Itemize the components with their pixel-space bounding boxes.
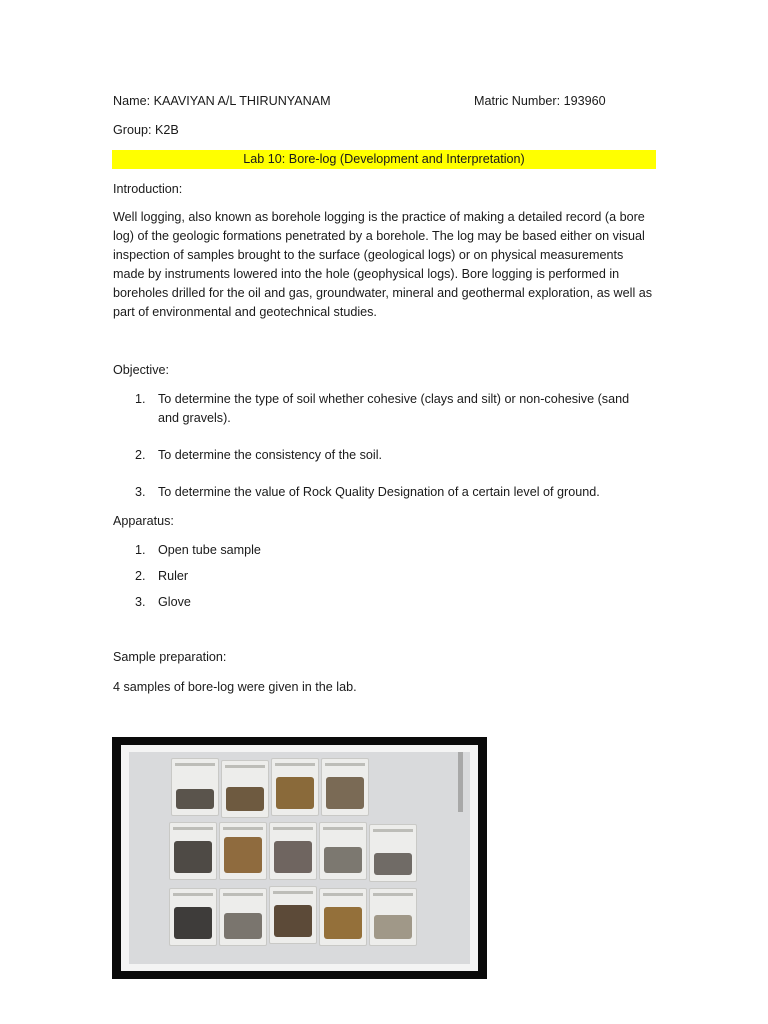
list-number: 2. [135,569,146,583]
sample-bag [271,758,319,816]
introduction-paragraph: Well logging, also known as borehole logging is the practice of making a detailed record (a bore log) of the geologic formations penetrated by a borehole. The log may be based either on visual inspection of samples brought to the surface (geological logs) or on physical measurements made by instruments lowered into the hole (geophysical logs). Bore logging is performed in boreholes drilled for the oil and gas, groundwater, mineral and geothermal exploration, as well as part of environmental and geotechnical studies. [113,210,653,319]
student-name: Name: KAAVIYAN A/L THIRUNYANAM [113,94,331,108]
list-number: 2. [135,448,146,462]
matric-number: Matric Number: 193960 [474,94,606,108]
list-text: Open tube sample [158,543,261,557]
lab-title-banner: Lab 10: Bore-log (Development and Interpretation) [112,150,656,169]
sample-bag [219,888,267,946]
sample-bag [319,888,367,946]
group-label: Group: K2B [113,123,179,137]
sample-preparation-text: 4 samples of bore-log were given in the lab. [113,680,357,694]
sample-bag [319,822,367,880]
objective-heading: Objective: [113,363,169,377]
list-text: To determine the consistency of the soil. [158,448,383,462]
sample-bag [169,888,217,946]
list-number: 1. [135,543,146,557]
apparatus-heading: Apparatus: [113,514,174,528]
sample-bag [269,822,317,880]
list-text: To determine the type of soil whether cohesive (clays and silt) or non-cohesive (sand and gravels). [158,392,630,425]
list-number: 3. [135,485,146,499]
list-number: 1. [135,392,146,406]
introduction-heading: Introduction: [113,182,183,196]
metal-rod [458,752,463,812]
sample-bag [221,760,269,818]
sample-bag [269,886,317,944]
sample-bag [171,758,219,816]
soil-samples-photo [112,737,487,979]
sample-bag [369,888,417,946]
list-text: Ruler [158,569,189,583]
sample-preparation-heading: Sample preparation: [113,650,227,664]
list-text: Glove [158,595,191,609]
photo-frame [121,745,478,971]
sample-bag [369,824,417,882]
sample-bag [169,822,217,880]
sample-bag [219,822,267,880]
list-text: To determine the value of Rock Quality Designation of a certain level of ground. [158,485,600,499]
photo-content [129,752,470,964]
list-number: 3. [135,595,146,609]
sample-bag [321,758,369,816]
